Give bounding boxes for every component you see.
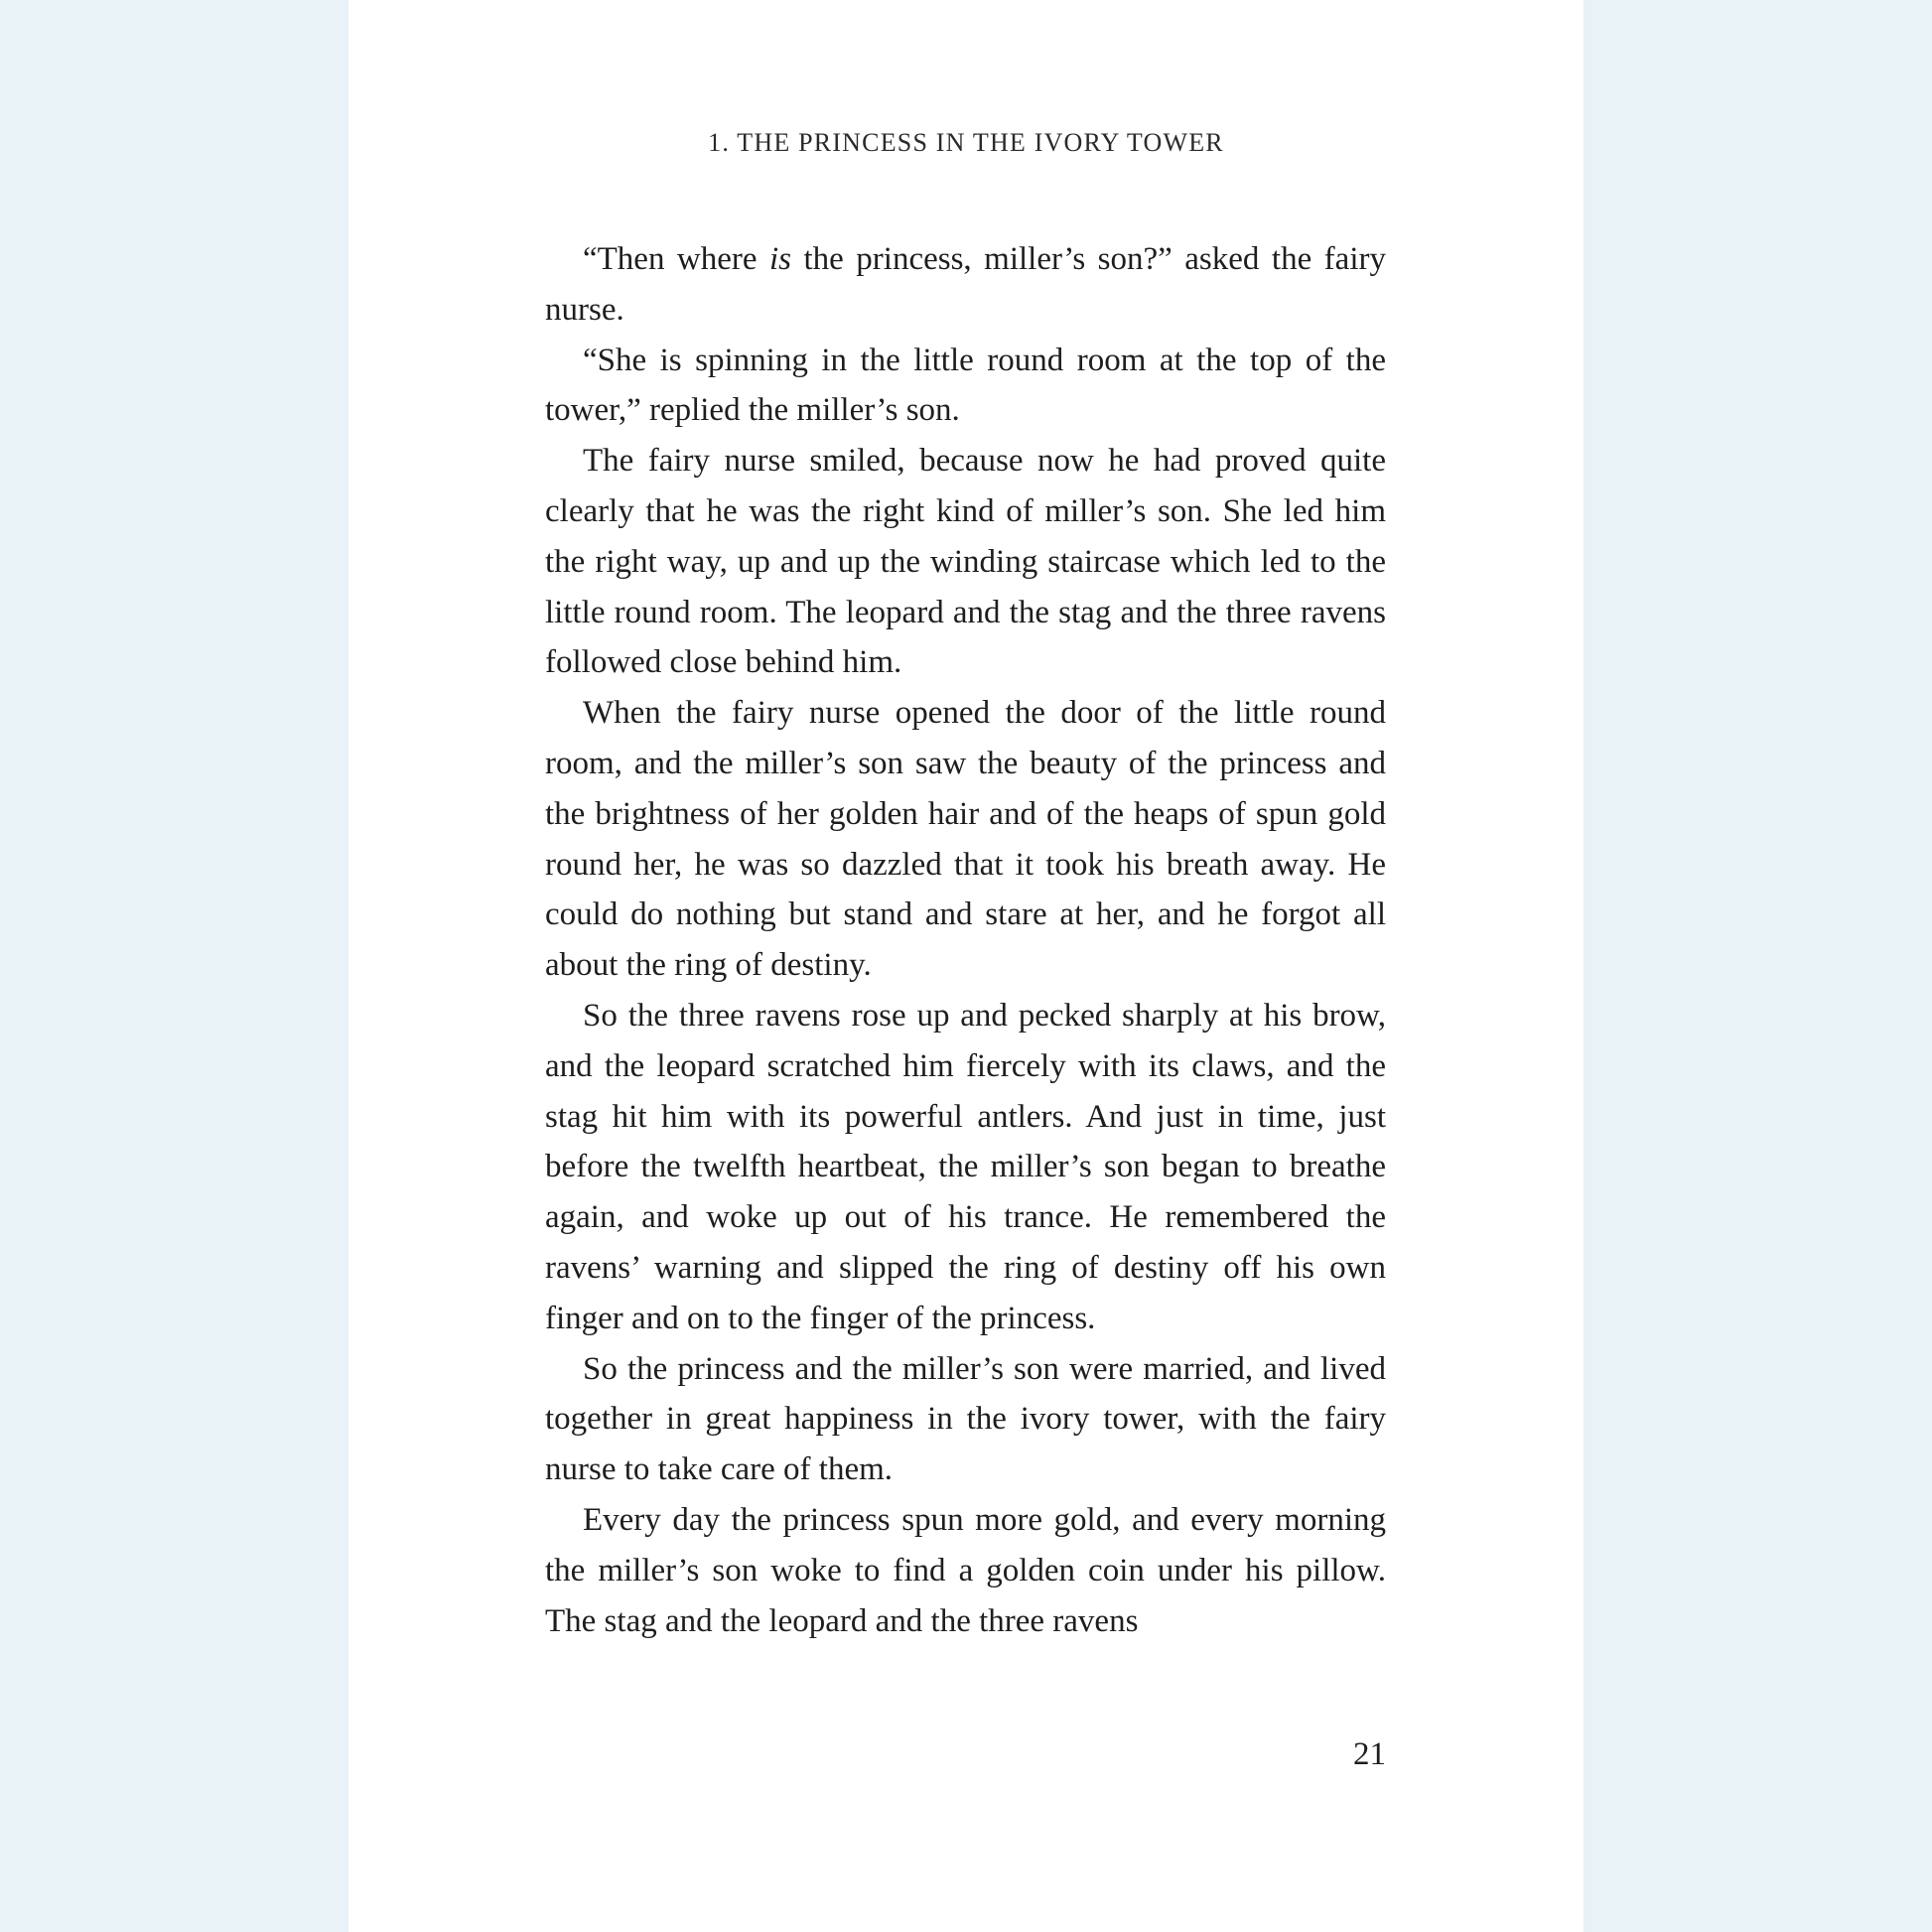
- paragraph-1: [545, 234, 1386, 336]
- paragraph-3: The fairy nurse smiled, because now he had proved quite clearly that he was the right kind of miller’s son. She led him the right way, up and up the winding staircase which led to the little round room. The leopard and the stag and the three ravens followed close behind him.: [545, 443, 1386, 681]
- page-number: 21: [1353, 1736, 1386, 1772]
- book-page: [348, 0, 1584, 1932]
- paragraph-1-emphasis: is: [769, 241, 792, 277]
- paragraph-4: When the fairy nurse opened the door of the little round room, and the miller’s son saw the beauty of the princess and the brightness of her golden hair and of the heaps of spun gold round her, he was so dazzled that it took his breath away. He could do nothing but stand and stare at her, and he forgot all about the ring of destiny.: [545, 695, 1386, 984]
- paragraph-2: “She is spinning in the little round room at the top of the tower,” replied the miller’s son.: [545, 342, 1386, 429]
- paragraph-5: So the three ravens rose up and pecked sharply at his brow, and the leopard scratched him fiercely with its claws, and the stag hit him with its powerful antlers. And just in time, just before the twelfth heartbeat, the miller’s son began to breathe again, and woke up out of his trance. He remembered the ravens’ warning and slipped the ring of destiny off his own finger and on to the finger of the princess.: [545, 997, 1386, 1336]
- paragraph-1-after: the princess, miller’s son?” asked the fairy nurse.: [545, 241, 1386, 328]
- paragraph-1-before: “Then where: [583, 241, 770, 277]
- paragraph-6: So the princess and the miller’s son were married, and lived together in great happiness in the ivory tower, with the fairy nurse to take care of them.: [545, 1350, 1386, 1488]
- body-text: [545, 234, 1386, 1646]
- paragraph-7: Every day the princess spun more gold, and every morning the miller’s son woke to find a golden coin under his pillow. The stag and the leopard and the three ravens: [545, 1501, 1386, 1639]
- running-head: 1. THE PRINCESS IN THE IVORY TOWER: [708, 128, 1224, 157]
